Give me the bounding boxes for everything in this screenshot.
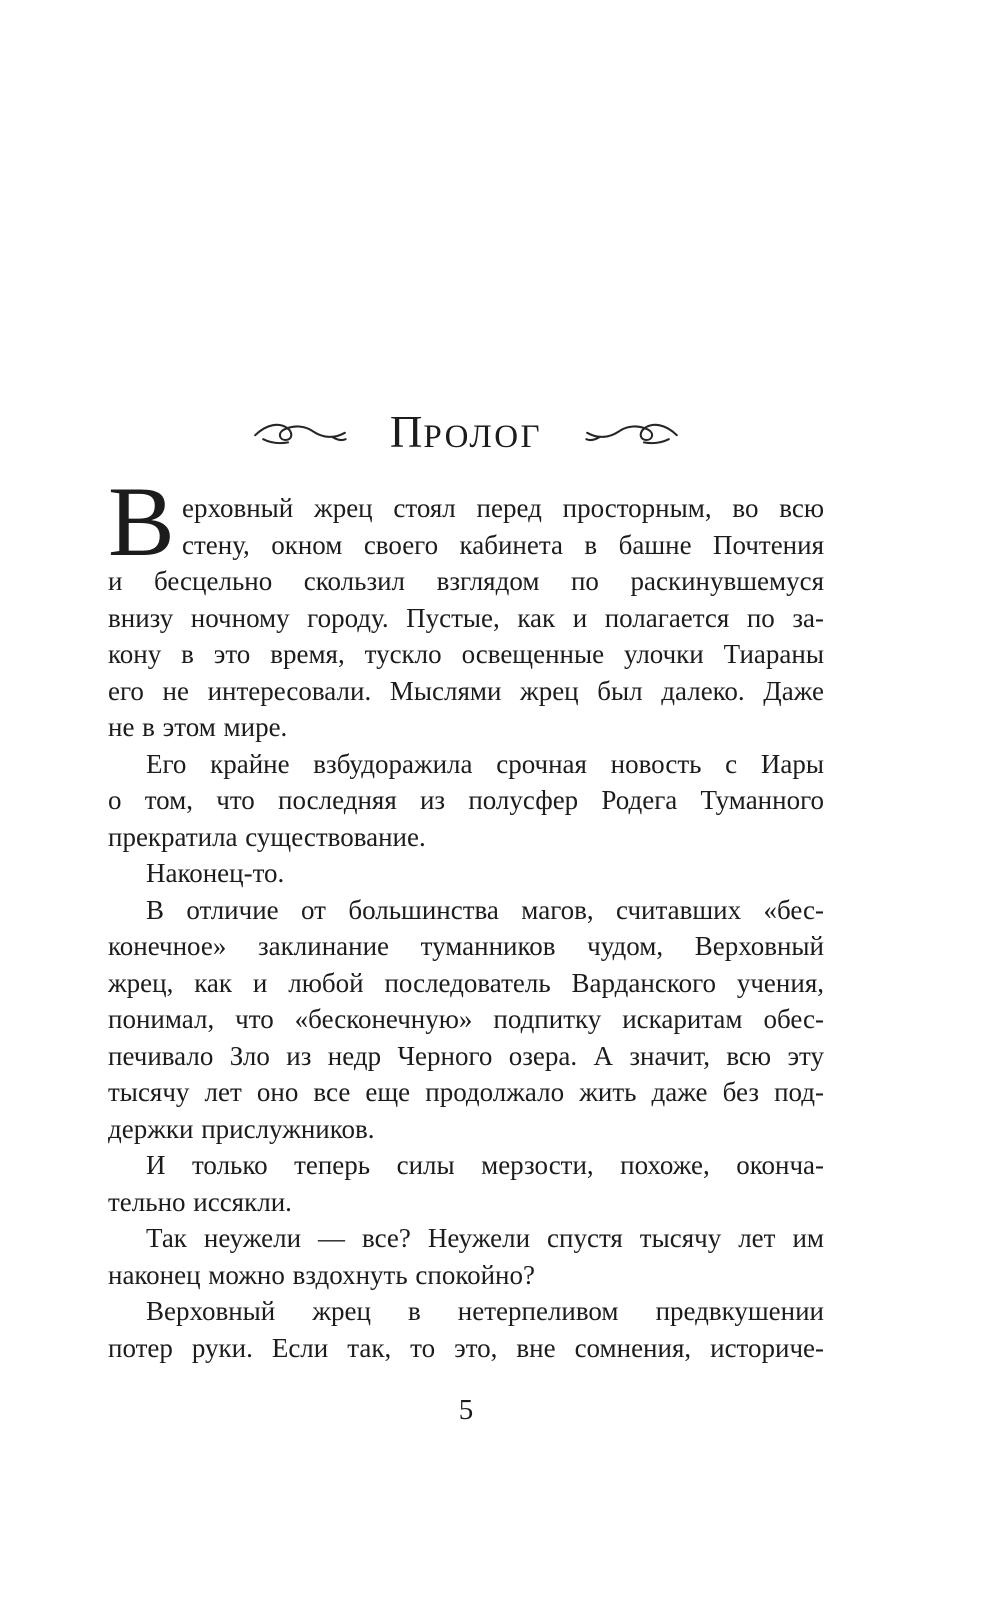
text-line: Наконец-то. [146,858,285,888]
text-line: о том, что последняя из полусфер Родега Туманного [108,785,824,815]
text-line: наконец можно вздохнуть спокойно? [108,1259,535,1290]
text-line: Верховный жрец в нетерпеливом предвкушении [146,1296,824,1326]
text-line: потер руки. Если так, то это, вне сомнения, историче- [108,1332,824,1363]
text-line: ерховный жрец стоял перед просторным, во всю [182,493,824,523]
text-line: жрец, как и любой последователь Варданского учения, [108,967,824,998]
flourish-left-icon [252,417,348,447]
paragraph [108,746,824,856]
paragraph [108,1220,824,1293]
paragraph [108,892,824,1148]
paragraph [108,855,824,892]
text-line: кону в это время, тускло освещенные улочки Тиараны [108,639,824,669]
text-line: В отличие от большинства магов, считавших «бес- [146,894,824,925]
paragraph [108,1293,824,1366]
text-line: И только теперь силы мерзости, похоже, оконча- [146,1150,824,1180]
text-block [108,466,824,1366]
chapter-title-initial: П [389,406,424,457]
chapter-title [389,406,543,457]
chapter-title-rest: РОЛОГ [423,418,543,455]
paragraph [108,1147,824,1220]
text-line: понимал, что «бесконечную» подпитку искаритам обес- [108,1004,824,1034]
text-line: Так неужели — все? Неужели спустя тысячу лет им [146,1223,824,1253]
text-line: его не интересовали. Мыслями жрец был далеко. Даже [108,675,824,706]
text-line: не в этом мире. [108,712,288,742]
drop-cap: В [108,466,175,577]
text-line: печивало Зло из недр Черного озера. А значит, всю эту [108,1040,824,1071]
text-line: стену, окном своего кабинета в башне Почтения [182,529,824,560]
chapter-header [108,406,824,458]
text-line: Его крайне взбудоражила срочная новость с Иары [146,748,824,779]
page-number: 5 [458,1394,474,1426]
paragraph [108,466,824,746]
text-line: прекратила существование. [108,821,426,852]
text-line: конечное» заклинание туманников чудом, Верховный [108,931,824,961]
text-line: тысячу лет оно все еще продолжало жить даже без под- [108,1077,824,1107]
text-line: держки прислужников. [108,1113,375,1144]
flourish-right-icon [584,417,680,447]
text-line: и бесцельно скользил взглядом по раскинувшемуся [108,566,824,596]
text-line: тельно иссякли. [108,1186,292,1217]
text-line: внизу ночному городу. Пустые, как и полагается по за- [108,602,824,633]
